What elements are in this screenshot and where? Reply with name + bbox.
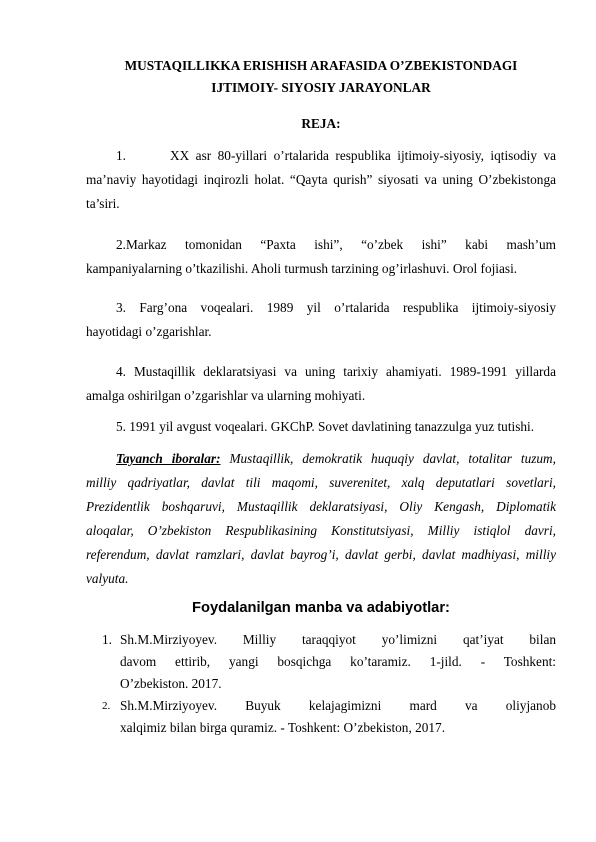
reference-number: 2. <box>102 700 111 712</box>
references-heading: Foydalanilgan manba va adabiyotlar: <box>192 600 450 616</box>
reference-text: davom ettirib, yangi bosqichga ko’taramiz. 1-jild. - Toshkent: <box>120 654 556 669</box>
plan-item-1 <box>86 144 556 216</box>
plan-item-3 <box>86 296 556 344</box>
plan-item-text: ta’siri. <box>86 196 120 211</box>
reference-item-1 <box>86 629 556 695</box>
plan-item-5 <box>86 415 556 439</box>
plan-item-text: kampaniyalarning o’tkazilishi. Aholi turmush tarzining og’irlashuvi. Orol fojiasi. <box>86 261 518 276</box>
keywords-text: Prezidentlik boshqaruvi, Mustaqillik deklaratsiyasi, Oliy Kengash, Diplomatik <box>86 499 556 514</box>
reference-number: 1. <box>102 632 112 647</box>
document-title-line-2: IJTIMOIY- SIYOSIY JARAYONLAR <box>211 80 431 95</box>
keywords-paragraph <box>86 447 556 591</box>
plan-item-4 <box>86 360 556 408</box>
plan-item-text: 5. 1991 yil avgust voqealari. GKChP. Sovet davlatining tanazzulga yuz tutishi. <box>116 419 535 434</box>
reference-text: O’zbekiston. 2017. <box>120 676 222 691</box>
plan-item-number: 1. <box>116 148 126 163</box>
reference-text: Sh.M.Mirziyoyev. Buyuk kelajagimizni mard va oliyjanob <box>120 698 556 713</box>
plan-item-text: hayotidagi o’zgarishlar. <box>86 324 212 339</box>
plan-item-2 <box>86 233 556 281</box>
keywords-text: aloqalar, O’zbekiston Respublikasining Konstitutsiyasi, Milliy istiqlol davri, <box>86 523 556 538</box>
keywords-text: valyuta. <box>86 571 129 586</box>
reference-text: xalqimiz bilan birga quramiz. - Toshkent: O’zbekiston, 2017. <box>120 720 446 735</box>
keywords-label: Tayanch iboralar: <box>116 451 221 466</box>
plan-item-text: ma’naviy hayotidagi inqirozli holat. “Qayta qurish” siyosati va uning O’zbekistonga <box>86 172 556 187</box>
reference-text: Sh.M.Mirziyoyev. Milliy taraqqiyot yo’limizni qat’iyat bilan <box>120 632 556 647</box>
plan-item-text: 2.Markaz tomonidan “Paxta ishi”, “o’zbek ishi” kabi mash’um <box>116 237 556 252</box>
plan-item-text: 3. Farg’ona voqealari. 1989 yil o’rtalarida respublika ijtimoiy-siyosiy <box>116 300 556 315</box>
keywords-text: Mustaqillik, demokratik huquqiy davlat, totalitar tuzum, <box>220 451 556 466</box>
document-title-line-1: MUSTAQILLIKKA ERISHISH ARAFASIDA O’ZBEKISTONDAGI <box>124 58 518 73</box>
plan-item-text: amalga oshirilgan o’zgarishlar va ularning mohiyati. <box>86 388 366 403</box>
keywords-text: milliy qadriyatlar, davlat tili maqomi, suverenitet, xalq deputatlari sovetlari, <box>86 475 556 490</box>
plan-item-text: 4. Mustaqillik deklaratsiyasi va uning tarixiy ahamiyati. 1989-1991 yillarda <box>116 364 556 379</box>
reference-item-2 <box>86 695 556 739</box>
keywords-text: referendum, davlat ramzlari, davlat bayrog’i, davlat gerbi, davlat madhiyasi, milliy <box>86 547 556 562</box>
plan-heading: REJA: <box>301 116 341 131</box>
plan-item-text: XX asr 80-yillari o’rtalarida respublika ijtimoiy-siyosiy, iqtisodiy va <box>170 148 556 163</box>
